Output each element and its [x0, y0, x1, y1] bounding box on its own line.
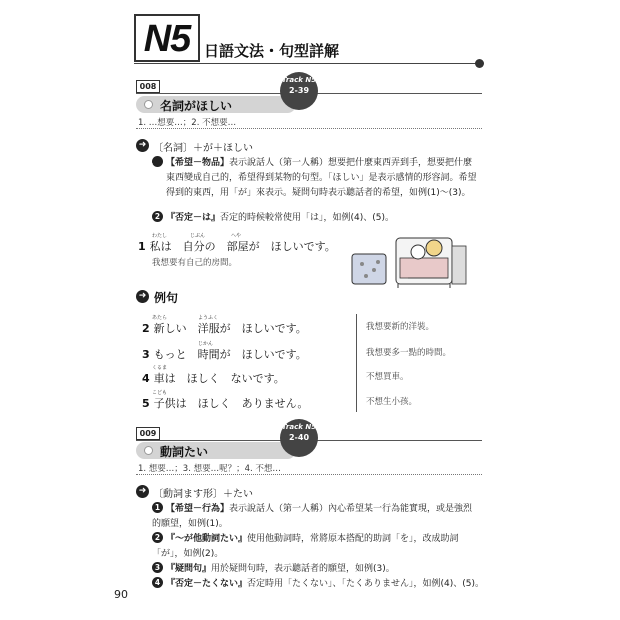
explanation-point-2: [152, 211, 480, 226]
section-number: 008: [136, 80, 160, 93]
example-text: 新しい 洋服が ほしいです。: [153, 322, 307, 335]
number-circle-icon: 1: [152, 156, 163, 167]
explanation-point-3: [152, 562, 480, 577]
dotted-divider: [136, 474, 482, 475]
explanation-point-1: [147, 156, 480, 201]
arrow-right-icon: ➜: [136, 485, 149, 498]
point-keyword: 『否定－たくない』: [166, 579, 248, 589]
point-keyword: 【希望－行為】: [166, 504, 230, 514]
example-text: もっと 時間が ほしいです。: [153, 348, 307, 361]
example-text: 子供は ほしく ありません。: [153, 397, 309, 410]
example-translation: 我想要有自己的房間。: [152, 258, 238, 268]
point-text: 用於疑問句時，表示聽話者的願望，如例(3)。: [211, 564, 395, 574]
point-text: 否定時用「たくない」、「たくありません」，如例(4)、(5)。: [247, 579, 485, 589]
arrow-right-icon: ➜: [136, 290, 149, 303]
ruby-reading: くるま: [152, 365, 168, 371]
point-text: 表示說話人（第一人稱）內心希望某一行為能實現，或是強烈的願望，如例(1)。: [152, 504, 473, 529]
level-text: N5: [143, 18, 191, 60]
ruby-reading: じぶん: [190, 233, 206, 239]
number-circle-icon: 1: [152, 502, 163, 513]
grammar-pattern: 〔動詞ます形〕＋たい: [153, 489, 253, 500]
section-title: 名詞がほしい: [160, 99, 233, 113]
example-text: 私は 自分の 部屋が ほしいです。: [149, 240, 336, 253]
point-text: 使用他動詞時，常將原本搭配的助詞「を」，改成助詞「が」，如例(2)。: [152, 534, 459, 559]
point-keyword: 『疑問句』: [166, 564, 212, 574]
audio-track-badge: [280, 72, 318, 110]
example-translation: 不想生小孩。: [366, 397, 418, 407]
number-circle-icon: 3: [152, 562, 163, 573]
example-sentence: [142, 320, 307, 336]
bedroom-illustration: [348, 228, 472, 290]
example-number: 2: [142, 322, 150, 335]
section-meaning: 1. 想要…；3. 想要…呢？；4. 不想…: [138, 464, 281, 474]
page-number: 90: [114, 588, 128, 601]
example-sentence: [142, 370, 285, 386]
ruby-reading: へや: [231, 233, 242, 239]
track-number: 2-40: [288, 433, 310, 442]
arrow-right-icon: ➜: [136, 139, 149, 152]
bullet-circle-icon: [144, 100, 153, 109]
number-circle-icon: 4: [152, 577, 163, 588]
example-sentence: [138, 238, 336, 254]
explanation-point-2: [152, 532, 480, 562]
track-label: Track N5: [281, 423, 317, 431]
bullet-circle-icon: [144, 446, 153, 455]
header-dot-icon: [475, 59, 484, 68]
section-title: 動詞たい: [160, 445, 209, 459]
example-number: 3: [142, 348, 150, 361]
dotted-divider: [136, 128, 482, 129]
level-badge: [134, 14, 200, 62]
ruby-reading: じかん: [198, 341, 214, 347]
audio-track-badge: [280, 419, 318, 457]
example-number: 5: [142, 397, 150, 410]
point-text: 否定的時候較常使用「は」，如例(4)、(5)。: [220, 213, 395, 223]
point-keyword: 『～が他動詞たい』: [166, 534, 248, 544]
example-translation: 我想要新的洋裝。: [366, 322, 435, 332]
track-label: Track N5: [281, 76, 317, 84]
explanation-point-4: [152, 577, 492, 592]
ruby-reading: わたし: [152, 233, 168, 239]
example-number: 1: [138, 240, 146, 253]
example-text: 車は ほしく ないです。: [153, 372, 285, 385]
track-number: 2-39: [288, 86, 310, 95]
number-circle-icon: 2: [152, 211, 163, 222]
ruby-reading: ようふく: [198, 315, 219, 321]
grammar-pattern: 〔名詞〕＋が＋ほしい: [153, 143, 253, 154]
point-keyword: 『否定－は』: [166, 213, 221, 223]
translation-divider: [356, 314, 357, 412]
point-keyword: 【希望－物品】: [166, 158, 230, 168]
ruby-reading: こども: [152, 390, 168, 396]
example-sentence: [142, 346, 307, 362]
example-translation: 不想買車。: [366, 372, 409, 382]
explanation-point-1: [152, 502, 480, 532]
number-circle-icon: 2: [152, 532, 163, 543]
section-number: 009: [136, 427, 160, 440]
ruby-reading: あたら: [152, 315, 168, 321]
example-number: 4: [142, 372, 150, 385]
page-title: 日語文法・句型詳解: [204, 42, 340, 60]
example-sentence: [142, 395, 308, 411]
section-meaning: 1. …想要…；2. 不想要…: [138, 118, 237, 128]
examples-heading: 例句: [154, 291, 179, 305]
header-divider: [134, 63, 480, 64]
example-translation: 我想要多一點的時間。: [366, 348, 452, 358]
point-text: 表示說話人（第一人稱）想要把什麼東西弄到手，想要把什麼東西變成自己的，希望得到某物的句型。「ほしい」是表示感情的形容詞。希望得到的東西，用「が」來表示。疑問句時表示聽話者的希望，如例(1)～(3)。: [166, 158, 477, 198]
